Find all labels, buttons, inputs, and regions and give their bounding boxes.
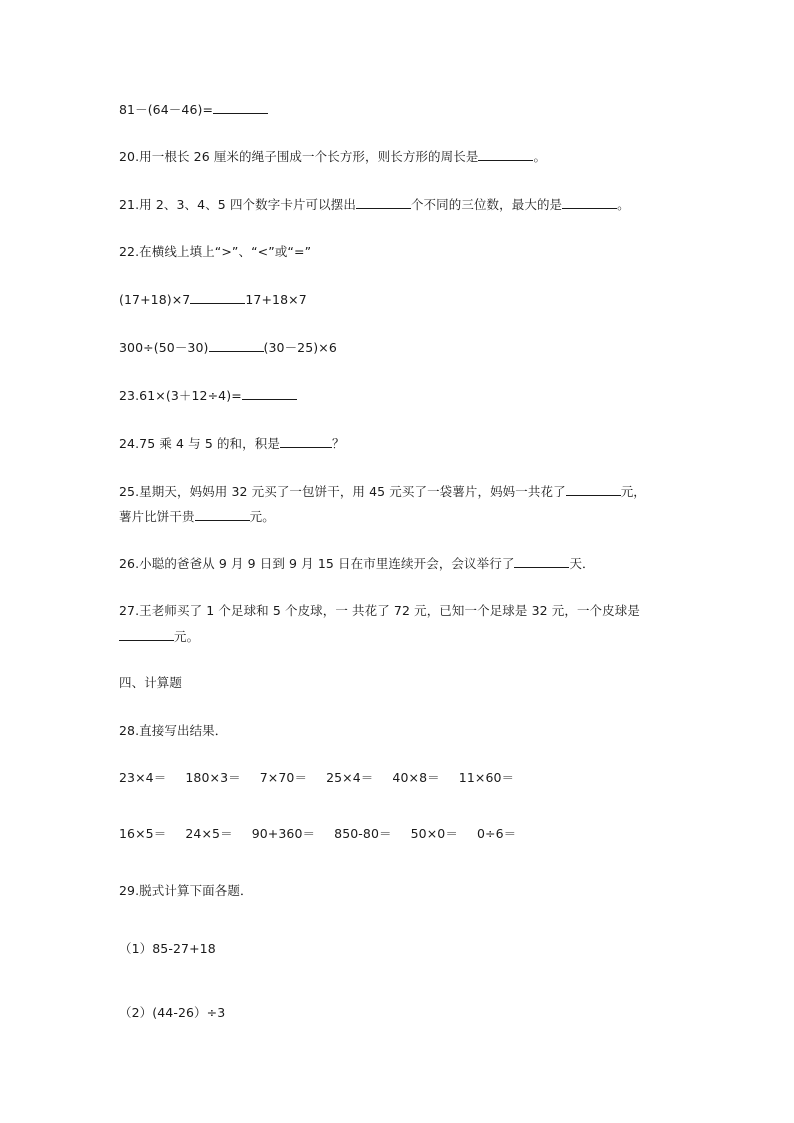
mental-math-item: 850-80＝	[334, 826, 392, 841]
answer-blank[interactable]	[242, 387, 297, 400]
section-4-heading: 四、计算题	[119, 675, 183, 690]
mental-math-item: 25×4＝	[326, 770, 374, 785]
question-26-text: 26.小聪的爸爸从 9 月 9 日到 9 月 15 日在市里连续开会，会议举行了	[119, 556, 515, 571]
question-21	[119, 196, 630, 213]
question-22-row-1	[119, 291, 307, 308]
answer-blank[interactable]	[280, 435, 332, 448]
question-26-suffix: 天．	[569, 556, 595, 571]
question-25-line-1	[119, 483, 646, 500]
question-24-suffix: ？	[331, 436, 345, 451]
question-27-line-2	[119, 628, 199, 645]
question-23-expression: 23.61×(3＋12÷4)=	[119, 388, 242, 403]
mental-math-item: 11×60＝	[458, 770, 515, 785]
question-29-item-1: （1）85-27+18	[119, 941, 216, 956]
question-20	[119, 148, 546, 165]
question-28-row-2	[119, 826, 516, 842]
question-24-text: 24.75 乘 4 与 5 的和，积是	[119, 436, 280, 451]
answer-blank[interactable]	[356, 196, 411, 209]
question-21-middle: 个不同的三位数，最大的是	[410, 197, 563, 212]
mental-math-item: 16×5＝	[119, 826, 167, 841]
question-27-line-1: 27.王老师买了 1 个足球和 5 个皮球，一 共花了 72 元，已知一个足球是 32 元，一个皮球是	[119, 603, 640, 618]
question-23	[119, 387, 297, 404]
mental-math-item: 24×5＝	[185, 826, 233, 841]
question-28-title: 28.直接写出结果．	[119, 723, 228, 738]
mental-math-item: 40×8＝	[392, 770, 440, 785]
question-25-text-2: 薯片比饼干贵	[119, 509, 195, 524]
question-20-text: 20.用一根长 26 厘米的绳子围成一个长方形，则长方形的周长是	[119, 149, 479, 164]
compare-left-expression: (17+18)×7	[119, 292, 191, 307]
mental-math-item: 7×70＝	[259, 770, 308, 785]
question-19-line	[119, 101, 268, 118]
mental-math-item: 90+360＝	[251, 826, 316, 841]
compare-blank[interactable]	[190, 291, 245, 304]
mental-math-item: 50×0＝	[410, 826, 458, 841]
question-22-title: 22.在横线上填上“>”、“<”或“=”	[119, 244, 312, 259]
question-25-text: 25.星期天，妈妈用 32 元买了一包饼干，用 45 元买了一袋薯片，妈妈一共花了	[119, 484, 566, 499]
question-29-item-2: （2）(44-26）÷3	[119, 1005, 226, 1020]
question-27-suffix: 元。	[174, 629, 200, 644]
answer-blank[interactable]	[562, 196, 617, 209]
compare-right-expression: 17+18×7	[245, 292, 307, 307]
question-25-line-2	[119, 508, 275, 525]
mental-math-item: 180×3＝	[185, 770, 241, 785]
question-29-title: 29.脱式计算下面各题．	[119, 883, 253, 898]
question-22-row-2	[119, 339, 337, 356]
answer-blank[interactable]	[478, 148, 533, 161]
question-19-expression: 81－(64－46)=	[119, 102, 214, 117]
answer-blank[interactable]	[514, 555, 569, 568]
question-28-row-1	[119, 770, 514, 786]
question-20-suffix: 。	[533, 149, 547, 164]
compare-right-expression: (30－25)×6	[263, 340, 337, 355]
answer-blank[interactable]	[213, 101, 268, 114]
question-25-suffix-1: 元，	[620, 484, 646, 499]
answer-blank[interactable]	[195, 508, 250, 521]
question-21-suffix: 。	[617, 197, 630, 212]
compare-left-expression: 300÷(50－30)	[119, 340, 209, 355]
mental-math-item: 0÷6＝	[476, 826, 517, 841]
question-24	[119, 435, 345, 452]
answer-blank[interactable]	[566, 483, 621, 496]
mental-math-item: 23×4＝	[119, 770, 167, 785]
answer-blank[interactable]	[119, 628, 174, 641]
compare-blank[interactable]	[209, 339, 264, 352]
question-21-text: 21.用 2、3、4、5 四个数字卡片可以摆出	[119, 197, 356, 212]
question-25-suffix-2: 元。	[249, 509, 275, 524]
question-26	[119, 555, 595, 572]
